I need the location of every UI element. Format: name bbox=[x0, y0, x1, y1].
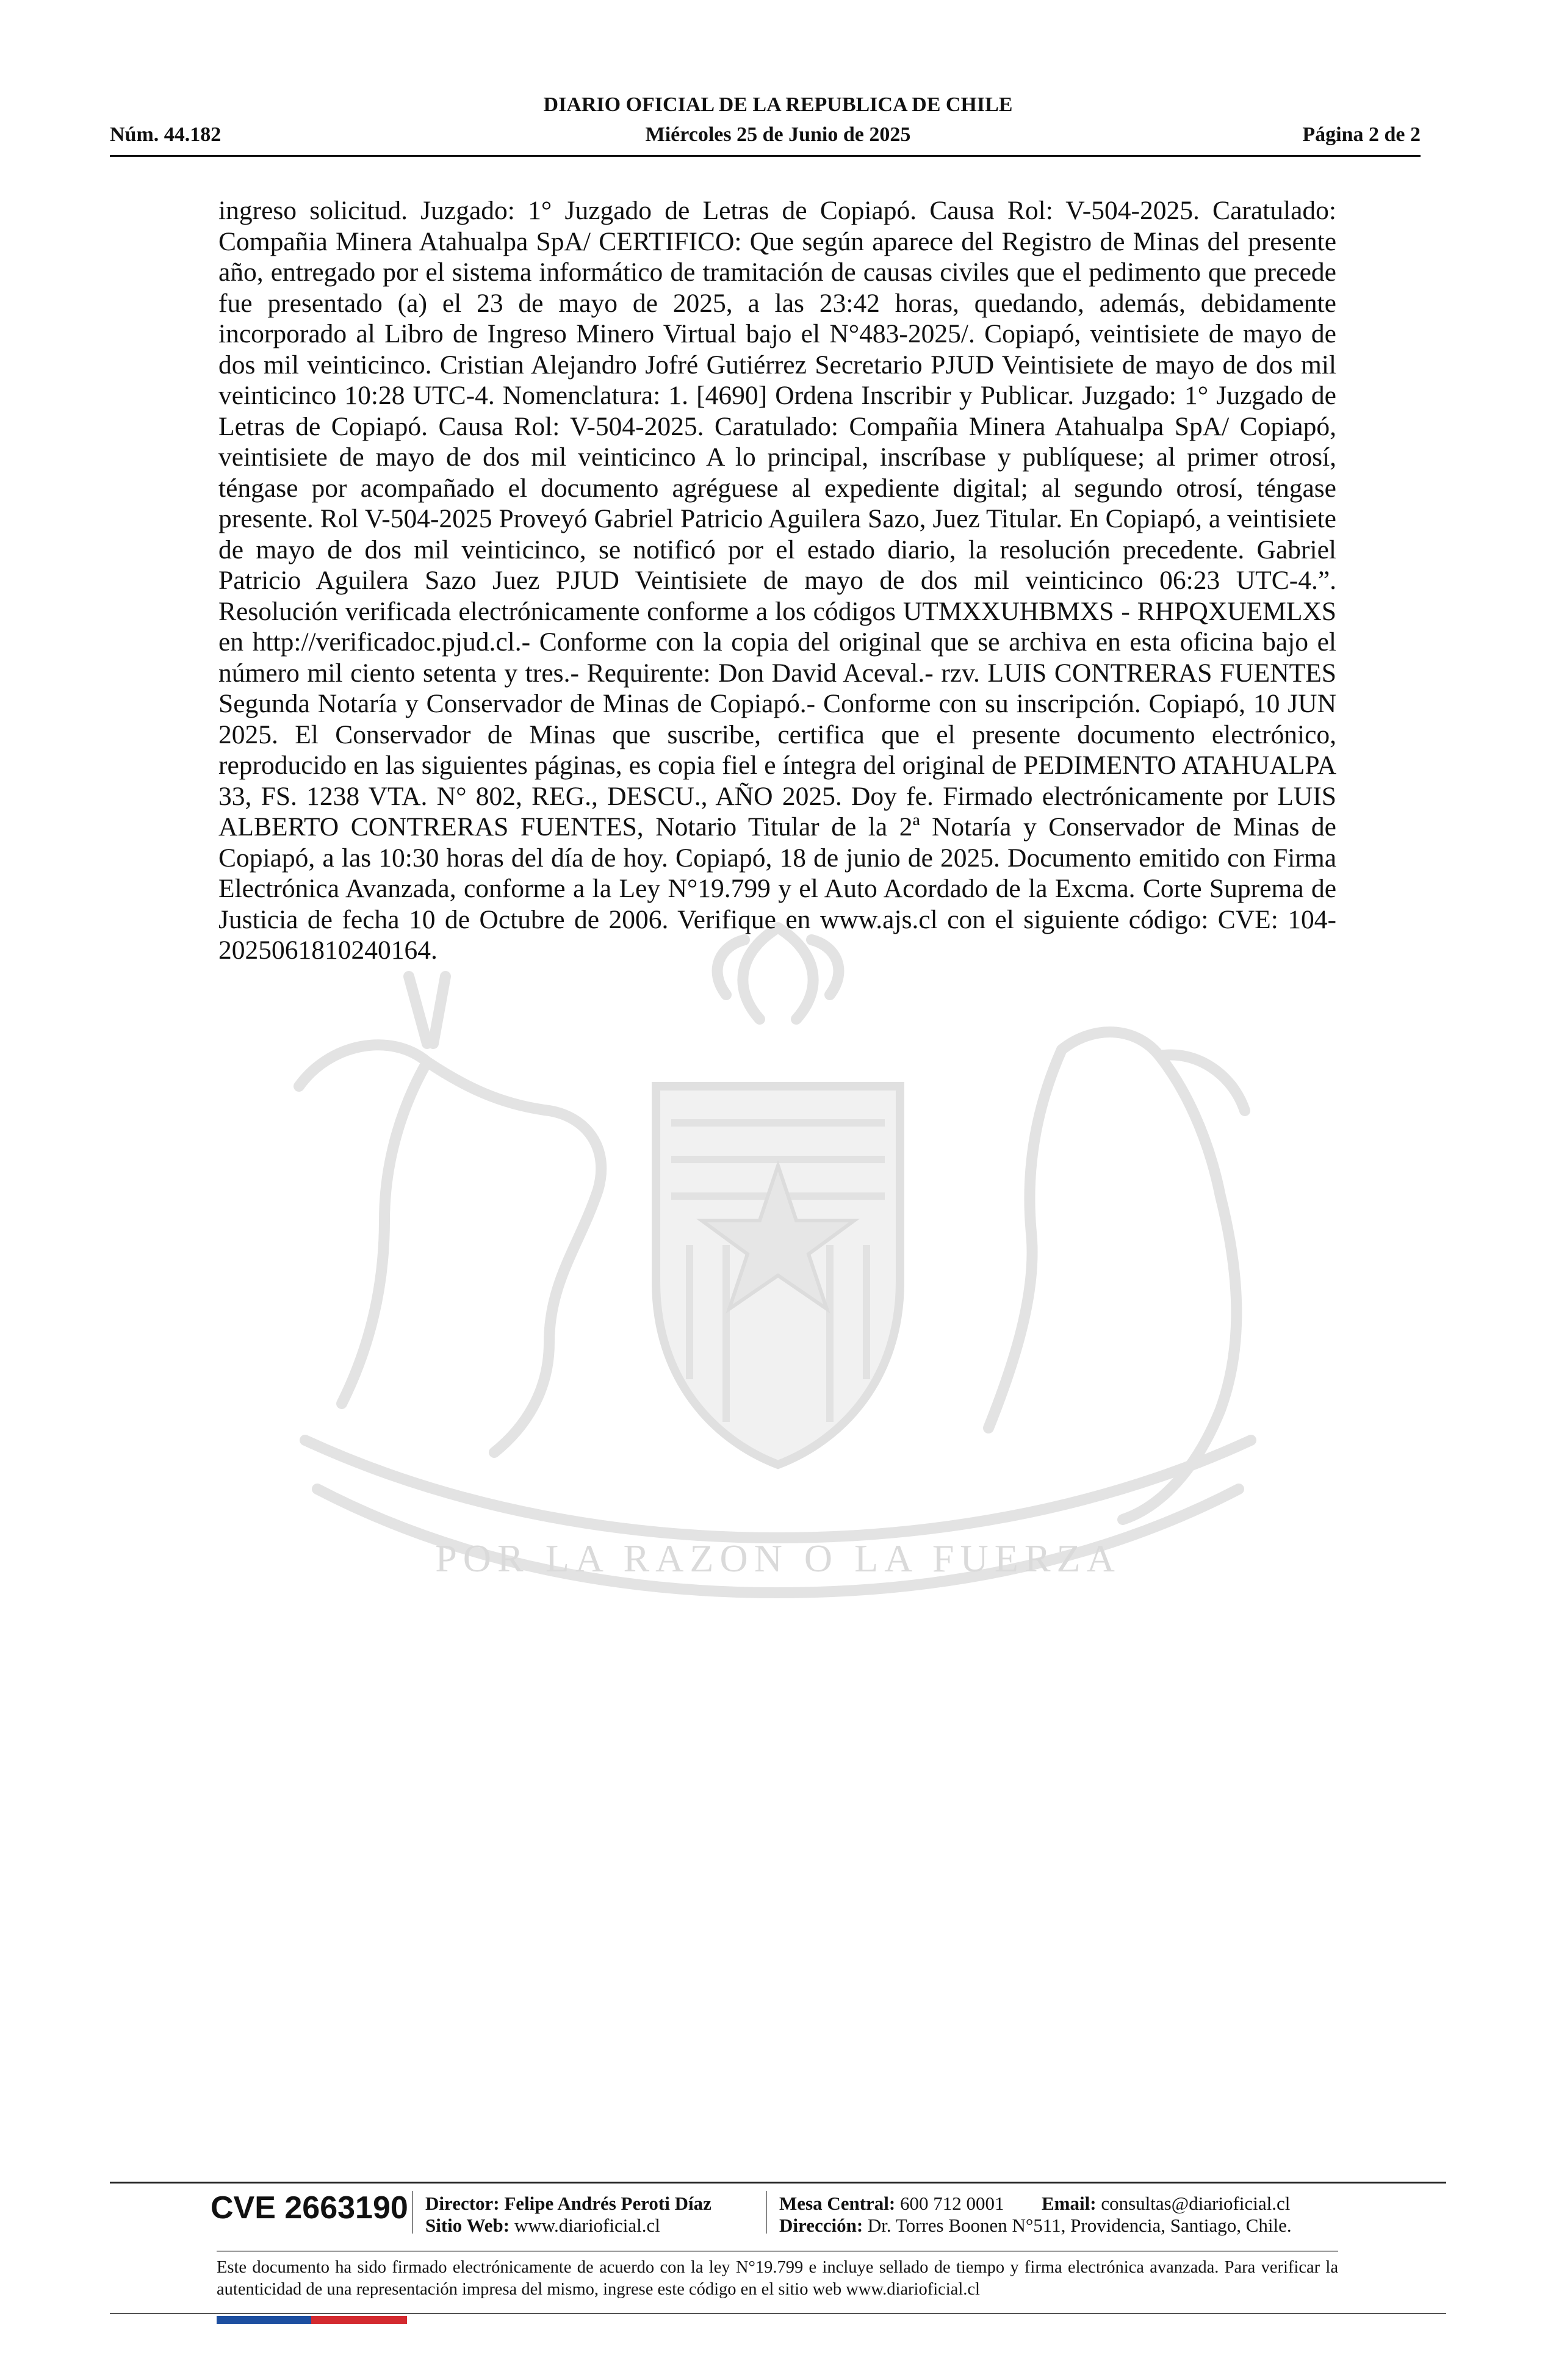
email-link[interactable]: consultas@diarioficial.cl bbox=[1101, 2193, 1291, 2214]
document-body-text: ingreso solicitud. Juzgado: 1° Juzgado de Letras de Copiapó. Causa Rol: V-504-2025. Caratulado: Compañia Minera Atahualpa SpA/ CERTIFICO: Que según aparece del Registro de Minas del presente año, entregado por el sistema informático de tramitación de causas civiles que el pedimento que precede fue presentado (a) el 23 de mayo de 2025, a las 23:42 horas, quedando, además, debidamente incorporado al Libro de Ingreso Minero Virtual bajo el N°483-2025/. Copiapó, veintisiete de mayo de dos mil veinticinco. Cristian Alejandro Jofré Gutiérrez Secretario PJUD Veintisiete de mayo de dos mil veinticinco 10:28 UTC-4. Nomenclatura: 1. [4690] Ordena Inscribir y Publicar. Juzgado: 1° Juzgado de Letras de Copiapó. Causa Rol: V-504-2025. Caratulado: Compañia Minera Atahualpa SpA/ Copiapó, veintisiete de mayo de dos mil veinticinco A lo principal, inscríbase y publíquese; al primer otrosí, téngase por acompañado el documento agréguese al expediente digital; al segundo otrosí, téngase presente. Rol V-504-2025 Proveyó Gabriel Patricio Aguilera Sazo, Juez Titular. En Copiapó, a veintisiete de mayo de dos mil veinticinco, se notificó por el estado diario, la resolución precedente. Gabriel Patricio Aguilera Sazo Juez PJUD Veintisiete de mayo de dos mil veinticinco 06:23 UTC-4.”. Resolución verificada electrónicamente conforme a los códigos UTMXXUHBMXS - RHPQXUEMLXS en http://verificadoc.pjud.cl.- Conforme con la copia del original que se archiva en esta oficina bajo el número mil ciento setenta y tres.- Requirente: Don David Aceval.- rzv. LUIS CONTRERAS FUENTES Segunda Notaría y Conservador de Minas de Copiapó.- Conforme con su inscripción. Copiapó, 10 JUN 2025. El Conservador de Minas que suscribe, certifica que el presente documento electrónico, reproducido en las siguientes páginas, es copia fiel e íntegra del original de PEDIMENTO ATAHUALPA 33, FS. 1238 VTA. N° 802, REG., DESCU., AÑO 2025. Doy fe. Firmado electrónicamente por LUIS ALBERTO CONTRERAS FUENTES, Notario Titular de la 2ª Notaría y Conservador de Minas de Copiapó, a las 10:30 horas del día de hoy. Copiapó, 18 de junio de 2025. Documento emitido con Firma Electrónica Avanzada, conforme a la Ley N°19.799 y el Auto Acordado de la Excma. Corte Suprema de Justicia de fecha 10 de Octubre de 2006. Verifique en www.ajs.cl con el siguiente código: CVE: 104-2025061810240164. bbox=[218, 196, 1336, 965]
flag-stripe-red bbox=[311, 2316, 407, 2324]
email-label: Email: bbox=[1042, 2193, 1097, 2214]
website-link[interactable]: www.diarioficial.cl bbox=[514, 2215, 660, 2236]
footer-divider-top bbox=[110, 2182, 1446, 2183]
phone-label: Mesa Central: bbox=[779, 2193, 896, 2214]
footer-separator bbox=[412, 2191, 413, 2234]
footer-address bbox=[779, 2215, 1292, 2237]
footer-phone bbox=[779, 2193, 1004, 2215]
footer-divider-middle bbox=[217, 2251, 1338, 2252]
director-name: Felipe Andrés Peroti Díaz bbox=[504, 2193, 711, 2214]
cve-code: CVE 2663190 bbox=[211, 2190, 408, 2226]
footer-website bbox=[425, 2215, 660, 2237]
footer-email bbox=[1042, 2193, 1290, 2215]
director-label: Director: bbox=[425, 2193, 500, 2214]
address-value: Dr. Torres Boonen N°511, Providencia, Santiago, Chile. bbox=[867, 2215, 1292, 2236]
address-label: Dirección: bbox=[779, 2215, 863, 2236]
watermark-motto: POR LA RAZON O LA FUERZA bbox=[435, 1537, 1121, 1580]
footer-director bbox=[425, 2193, 711, 2215]
issue-number: Núm. 44.182 bbox=[110, 123, 222, 146]
footer-separator bbox=[766, 2191, 767, 2234]
phone-number: 600 712 0001 bbox=[900, 2193, 1004, 2214]
footer-divider-bottom bbox=[110, 2313, 1446, 2314]
flag-stripe-blue bbox=[217, 2316, 311, 2324]
issue-date: Miércoles 25 de Junio de 2025 bbox=[645, 123, 911, 146]
website-label: Sitio Web: bbox=[425, 2215, 510, 2236]
header-divider bbox=[110, 155, 1421, 157]
coat-of-arms-watermark bbox=[207, 903, 1349, 1623]
signature-notice: Este documento ha sido firmado electrónicamente de acuerdo con la ley N°19.799 e incluye sellado de tiempo y firma electrónica avanzada. Para verificar la autenticidad de una representación impresa del mismo, ingrese este código en el sitio web www.diarioficial.cl bbox=[217, 2258, 1338, 2299]
publication-title: DIARIO OFICIAL DE LA REPUBLICA DE CHILE bbox=[543, 93, 1013, 116]
page-number: Página 2 de 2 bbox=[1302, 123, 1421, 146]
